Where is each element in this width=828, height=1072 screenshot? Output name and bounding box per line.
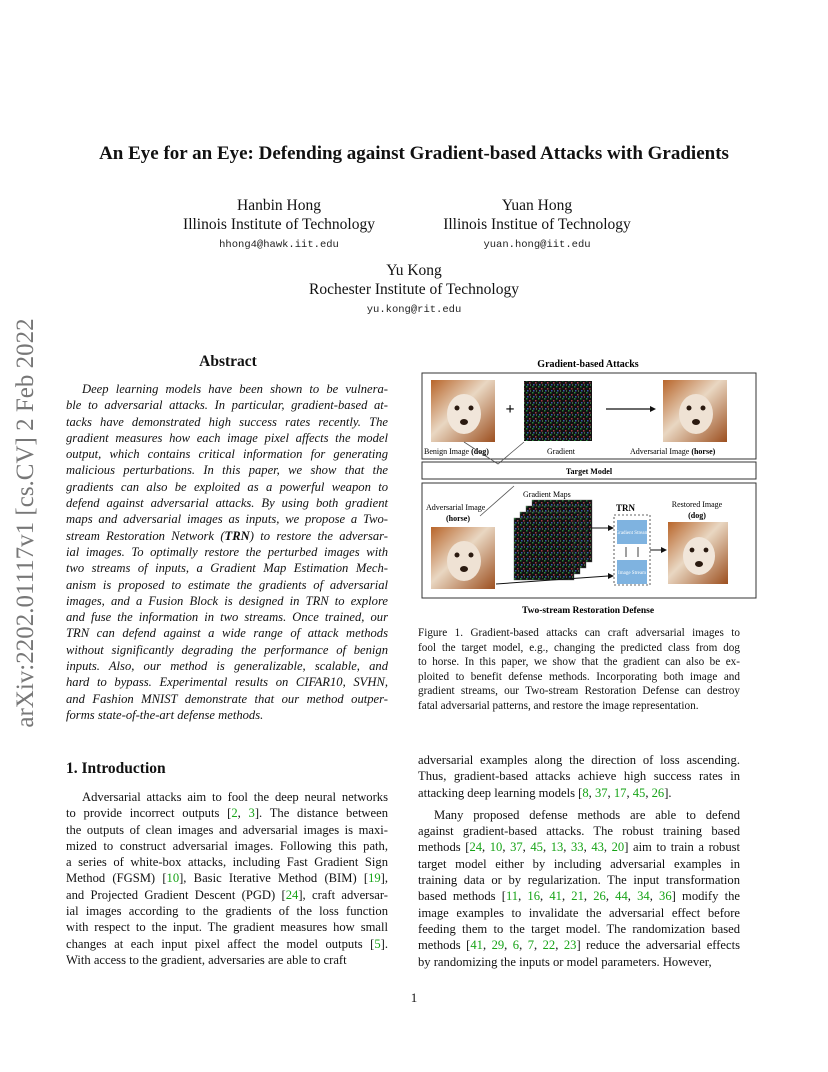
- paragraph-line: based methods [11, 16, 41, 21, 26, 44, 34, 36] modify the: [418, 889, 740, 904]
- gradient-stream-label: Gradient Stream: [615, 531, 649, 536]
- paragraph-line: Adversarial attacks aim to fool the deep neural networks: [82, 790, 388, 804]
- author-email[interactable]: yuan.hong@iit.edu: [483, 239, 591, 251]
- paragraph-line: attacking deep learning models [8, 37, 17, 45, 26].: [418, 785, 672, 800]
- paragraph: [418, 807, 740, 970]
- paragraph-line: methods [24, 10, 37, 45, 13, 33, 43, 20] aim to train a robust: [418, 840, 741, 855]
- abstract-line: inputs. Also, our method is generalizable, scalable, and: [66, 659, 388, 674]
- abstract-line: gradients can also be exploited as a powerful weapon to: [66, 479, 388, 494]
- restored-class: (dog): [688, 511, 706, 520]
- author-block-3: [264, 261, 564, 316]
- gradient-maps-stack: [514, 500, 592, 580]
- paragraph-line: with respect to the input. The gradient measures how small: [66, 920, 388, 935]
- abstract-line: ble to adversarial attacks. In particular, gradient-based at-: [66, 398, 388, 413]
- gradient-maps-label: Gradient Maps: [523, 490, 571, 499]
- paragraph-line: ial images according to the gradients of the loss function: [66, 904, 388, 919]
- figure-diagram: [418, 356, 758, 618]
- restored-image: [668, 522, 728, 584]
- author-email[interactable]: yu.kong@rit.edu: [366, 304, 462, 316]
- abstract-line: and Fashion MNIST demonstrate that our method outper-: [66, 691, 388, 706]
- abstract-line: stream Restoration Network (TRN) to restore the adversar-: [66, 528, 388, 543]
- abstract-line: images, and a Fusion Block is designed in TRN to explore: [66, 593, 388, 608]
- author-name: Hanbin Hong: [237, 197, 321, 214]
- abstract-line: output, which contains critical information for generating: [66, 447, 388, 462]
- plus-sign: +: [505, 401, 515, 418]
- paragraph-line: a series of white-box attacks, including Fast Gradient Sign: [66, 855, 388, 870]
- author-affiliation: Rochester Institute of Technology: [309, 281, 519, 298]
- abstract-text: [66, 381, 388, 723]
- paragraph-line: Thus, gradient-based attacks achieve high success rates in: [418, 769, 740, 784]
- caption-line: to horse. In this paper, we show that the gradient can also be ex-: [418, 656, 740, 668]
- adv-input-class: (horse): [446, 514, 470, 523]
- figure-top-title: Gradient-based Attacks: [537, 359, 639, 370]
- author-email[interactable]: hhong4@hawk.iit.edu: [219, 239, 339, 251]
- benign-label: Benign Image (dog): [424, 447, 489, 456]
- author-name: Yu Kong: [386, 262, 442, 279]
- abstract-line: without significantly degrading the performance of benign: [66, 642, 388, 657]
- figure-1: [418, 356, 758, 618]
- paragraph-line: With access to the gradient, adversaries are able to craft: [66, 952, 347, 967]
- abstract-line: tacks have demonstrated high success rates recently. The: [66, 414, 388, 429]
- figure-caption: [418, 626, 740, 713]
- target-model-label: Target Model: [565, 467, 613, 476]
- paragraph-line: and Projected Gradient Descent (PGD) [24], craft adversar-: [66, 887, 388, 902]
- paragraph-line: to provide incorrect outputs [2, 3]. The distance between: [66, 806, 389, 821]
- abstract-line: hard to bypass. Experimental results on CIFAR10, SVHN,: [66, 675, 388, 690]
- paragraph-line: feeding them to the target model. The randomization based: [418, 921, 740, 936]
- caption-line: fatal adversarial patterns, and restore the image representation.: [418, 699, 699, 712]
- benign-image: [431, 380, 495, 442]
- adv-input-image: [431, 527, 495, 589]
- caption-line: Figure 1. Gradient-based attacks can craft adversarial images to: [418, 627, 740, 639]
- caption-line: ploited to benefit defense methods. Incorporating both image and: [418, 670, 740, 683]
- paragraph-line: Method (FGSM) [10], Basic Iterative Method (BIM) [19],: [66, 871, 388, 886]
- trn-label: TRN: [616, 503, 636, 513]
- abstract-line: forms state-of-the-art defense methods.: [66, 707, 264, 722]
- paragraph-line: against gradient-based attacks. The robust training based: [418, 824, 740, 839]
- gradient-image: [524, 381, 592, 441]
- author-block-2: [420, 196, 654, 251]
- author-block-1: [162, 196, 396, 251]
- abstract-line: anism is proposed to estimate the gradients of adversarial: [66, 577, 388, 592]
- abstract-line: and fuse the information in two streams. Once trained, our: [66, 610, 388, 625]
- caption-line: fool the target model, e.g., changing the predicted class from dog: [418, 641, 740, 654]
- author-affiliation: Illinois Institute of Technology: [183, 216, 375, 233]
- paragraph-line: Many proposed defense methods are able to defend: [434, 807, 740, 822]
- abstract-line: malicious perturbations. In this paper, we show that the: [66, 463, 388, 478]
- paragraph: [418, 752, 740, 801]
- author-affiliation: Illinois Institue of Technology: [443, 216, 631, 233]
- paper-title: An Eye for an Eye: Defending against Gradient-based Attacks with Gradients: [99, 143, 729, 164]
- page-number: 1: [410, 990, 418, 1005]
- paragraph-line: target model either by including adversarial examples in: [418, 856, 740, 871]
- abstract-line: TRN can defend against a wide range of attack methods: [66, 626, 388, 641]
- author-name: Yuan Hong: [501, 197, 573, 214]
- adversarial-image: [663, 380, 727, 442]
- figure-bottom-title: Two-stream Restoration Defense: [521, 606, 655, 616]
- abstract-heading: Abstract: [199, 353, 257, 370]
- paragraph-line: changes at each input pixel affect the model outputs [5].: [66, 936, 388, 951]
- abstract-line: two streams of inputs, a Gradient Map Estimation Mech-: [66, 561, 388, 576]
- abstract-line: ial images. To optimally restore the perturbed images with: [66, 544, 388, 559]
- restored-label: Restored Image: [671, 500, 723, 509]
- paragraph-line: by randomizing the inputs or model parameters. However,: [418, 954, 712, 969]
- adversarial-label: Adversarial Image (horse): [630, 447, 716, 456]
- paragraph-line: training data or by regularization. The input transformation: [418, 873, 740, 888]
- paragraph-line: mized to construct adversarial images. Following this path,: [66, 838, 388, 853]
- intro-left-column: [66, 789, 388, 968]
- paragraph-line: the outputs of clean images and adversarial images is maxi-: [66, 822, 388, 837]
- caption-line: gradient streams, our Two-stream Restoration Defense can destroy: [418, 685, 740, 697]
- gradient-label: Gradient: [547, 447, 575, 456]
- section-heading: 1. Introduction: [66, 760, 166, 777]
- abstract-line: gradient measures how each image pixel affects the model: [66, 430, 388, 445]
- paragraph-line: adversarial examples along the direction of loss ascending.: [418, 753, 740, 767]
- abstract-line: defend against adversarial attacks. By using both gradient: [66, 496, 388, 511]
- paragraph-line: methods [41, 29, 6, 7, 22, 23] reduce the adversarial effects: [418, 938, 741, 953]
- paragraph-line: image examples to invalidate the adversarial effect before: [418, 905, 740, 920]
- abstract-line: maps and adversarial images as inputs, we propose a Two-: [66, 512, 388, 527]
- image-stream-label: Image Stream: [618, 571, 646, 576]
- abstract-line: Deep learning models have been shown to be vulnera-: [82, 382, 388, 396]
- adv-input-label: Adversarial Image: [426, 503, 486, 512]
- arxiv-identifier: arXiv:2202.01117v1 [cs.CV] 2 Feb 2022: [12, 318, 39, 728]
- intro-right-column: [418, 752, 740, 970]
